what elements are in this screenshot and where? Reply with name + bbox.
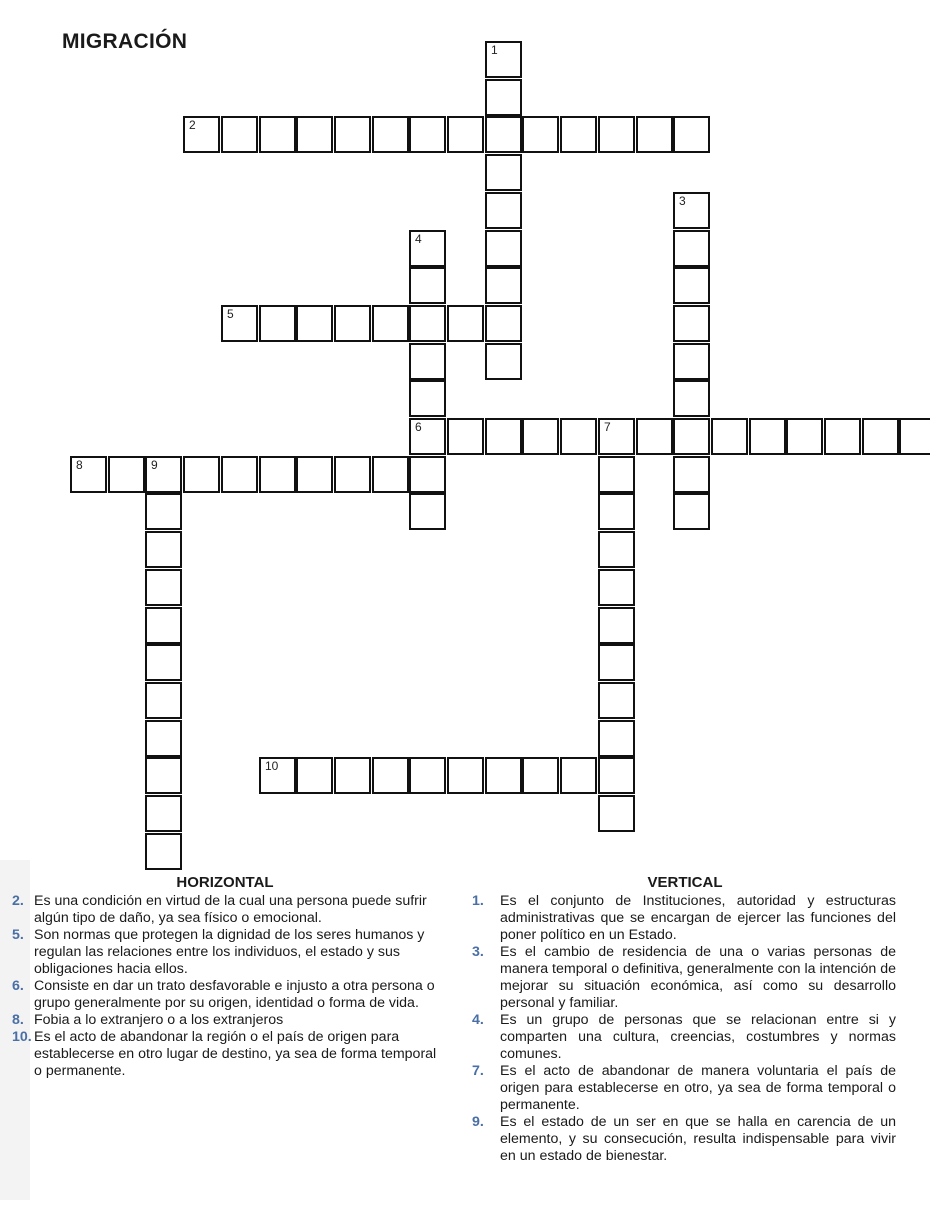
cell-number: 7	[604, 420, 611, 434]
crossword-cell[interactable]	[145, 757, 182, 794]
crossword-cell[interactable]	[259, 116, 296, 153]
crossword-cell[interactable]	[522, 418, 559, 455]
crossword-cell[interactable]	[108, 456, 145, 493]
cell-number: 9	[151, 458, 158, 472]
crossword-cell[interactable]	[409, 493, 446, 530]
cell-number: 6	[415, 420, 422, 434]
crossword-cell[interactable]	[598, 644, 635, 681]
crossword-cell[interactable]	[145, 607, 182, 644]
crossword-cell[interactable]	[485, 757, 522, 794]
vertical-clue	[466, 1063, 896, 1114]
clue-text: Es el acto de abandonar la región o el país de origen para establecerse en otro lugar de destino, ya sea de forma temporal o permanente.	[34, 1029, 437, 1079]
crossword-cell[interactable]	[673, 380, 710, 417]
crossword-cell[interactable]	[70, 456, 107, 493]
crossword-cell[interactable]	[221, 456, 258, 493]
crossword-cell[interactable]	[522, 116, 559, 153]
crossword-cell[interactable]	[183, 116, 220, 153]
vertical-clues	[466, 893, 896, 1165]
crossword-cell[interactable]	[485, 418, 522, 455]
crossword-cell[interactable]	[145, 720, 182, 757]
crossword-cell[interactable]	[673, 493, 710, 530]
crossword-cell[interactable]	[296, 757, 333, 794]
crossword-cell[interactable]	[598, 569, 635, 606]
crossword-cell[interactable]	[296, 456, 333, 493]
crossword-cell[interactable]	[673, 418, 710, 455]
crossword-cell[interactable]	[447, 757, 484, 794]
cell-number: 3	[679, 194, 686, 208]
crossword-cell[interactable]	[145, 644, 182, 681]
horizontal-clue	[0, 978, 438, 1012]
crossword-cell[interactable]	[447, 305, 484, 342]
vertical-clue	[466, 944, 896, 1012]
horizontal-clue	[0, 1029, 438, 1080]
cell-number: 10	[265, 759, 279, 773]
cell-number: 8	[76, 458, 83, 472]
crossword-cell[interactable]	[485, 192, 522, 229]
horizontal-clue	[0, 1012, 438, 1029]
crossword-cell[interactable]	[485, 343, 522, 380]
crossword-cell[interactable]	[409, 456, 446, 493]
crossword-cell[interactable]	[334, 757, 371, 794]
clue-number: 8.	[12, 1012, 24, 1028]
crossword-cell[interactable]	[145, 531, 182, 568]
crossword-cell[interactable]	[598, 607, 635, 644]
crossword-cell[interactable]	[145, 682, 182, 719]
cell-number: 4	[415, 232, 422, 246]
crossword-cell[interactable]	[485, 41, 522, 78]
clue-text: Son normas que protegen la dignidad de los seres humanos y regulan las relaciones entre los individuos, el estado y sus obligaciones hacia ellos.	[34, 927, 425, 977]
crossword-cell[interactable]	[560, 116, 597, 153]
crossword-cell[interactable]	[409, 418, 446, 455]
clue-number: 6.	[12, 978, 24, 994]
clue-number: 2.	[12, 893, 24, 909]
crossword-cell[interactable]	[409, 343, 446, 380]
crossword-cell[interactable]	[145, 795, 182, 832]
crossword-cell[interactable]	[673, 230, 710, 267]
vertical-clue	[466, 1012, 896, 1063]
crossword-cell[interactable]	[485, 154, 522, 191]
crossword-cell[interactable]	[334, 116, 371, 153]
crossword-cell[interactable]	[899, 418, 930, 455]
cell-number: 2	[189, 118, 196, 132]
clue-number: 9.	[472, 1114, 484, 1130]
crossword-cell[interactable]	[598, 682, 635, 719]
crossword-cell[interactable]	[334, 456, 371, 493]
crossword-cell[interactable]	[673, 267, 710, 304]
crossword-cell[interactable]	[673, 116, 710, 153]
crossword-cell[interactable]	[598, 795, 635, 832]
crossword-cell[interactable]	[447, 116, 484, 153]
crossword-cell[interactable]	[485, 116, 522, 153]
crossword-cell[interactable]	[372, 456, 409, 493]
clue-text: Es un grupo de personas que se relacionan entre si y comparten una cultura, creencias, costumbres y normas comunes.	[500, 1012, 896, 1062]
crossword-cell[interactable]	[296, 116, 333, 153]
crossword-cell[interactable]	[485, 267, 522, 304]
crossword-cell[interactable]	[673, 343, 710, 380]
horizontal-heading: HORIZONTAL	[176, 874, 274, 891]
crossword-cell[interactable]	[183, 456, 220, 493]
crossword-cell[interactable]	[560, 757, 597, 794]
crossword-cell[interactable]	[259, 757, 296, 794]
crossword-cell[interactable]	[259, 456, 296, 493]
crossword-cell[interactable]	[598, 418, 635, 455]
clue-number: 1.	[472, 893, 484, 909]
crossword-cell[interactable]	[409, 116, 446, 153]
clue-text: Es el acto de abandonar de manera voluntaria el país de origen para establecerse en otro, ya sea de forma temporal o permanente.	[500, 1063, 896, 1113]
clue-number: 7.	[472, 1063, 484, 1079]
cell-number: 1	[491, 43, 498, 57]
clue-text: Es una condición en virtud de la cual una persona puede sufrir algún tipo de daño, ya sea físico o emocional.	[34, 893, 427, 926]
crossword-cell[interactable]	[673, 456, 710, 493]
crossword-cell[interactable]	[145, 456, 182, 493]
clue-number: 4.	[472, 1012, 484, 1028]
crossword-cell[interactable]	[598, 720, 635, 757]
clue-number: 5.	[12, 927, 24, 943]
crossword-cell[interactable]	[145, 833, 182, 870]
clue-text: Es el cambio de residencia de una o varias personas de manera temporal o definitiva, generalmente con la intención de mejorar su situación económica, así como su desarrollo personal y familiar.	[500, 944, 896, 1011]
crossword-cell[interactable]	[485, 305, 522, 342]
crossword-cell[interactable]	[409, 267, 446, 304]
crossword-cell[interactable]	[372, 116, 409, 153]
crossword-cell[interactable]	[296, 305, 333, 342]
page-title: MIGRACIÓN	[62, 30, 188, 53]
clue-text: Es el estado de un ser en que se halla en carencia de un elemento, y su consecución, resulta indispensable para vivir en un estado de bienestar.	[500, 1114, 896, 1164]
crossword-cell[interactable]	[636, 418, 673, 455]
crossword-cell[interactable]	[522, 757, 559, 794]
crossword-cell[interactable]	[145, 493, 182, 530]
clue-number: 10.	[12, 1029, 32, 1045]
crossword-cell[interactable]	[598, 456, 635, 493]
crossword-cell[interactable]	[259, 305, 296, 342]
crossword-cell[interactable]	[598, 757, 635, 794]
crossword-cell[interactable]	[485, 79, 522, 116]
clue-number: 3.	[472, 944, 484, 960]
crossword-cell[interactable]	[409, 757, 446, 794]
vertical-heading: VERTICAL	[647, 874, 723, 891]
crossword-cell[interactable]	[409, 305, 446, 342]
crossword-cell[interactable]	[673, 192, 710, 229]
crossword-cell[interactable]	[221, 305, 258, 342]
crossword-cell[interactable]	[786, 418, 823, 455]
crossword-cell[interactable]	[711, 418, 748, 455]
clue-text: Es el conjunto de Instituciones, autoridad y estructuras administrativas que se encargan de ejercer las funciones del poner político en un Estado.	[500, 893, 896, 943]
crossword-cell[interactable]	[862, 418, 899, 455]
clue-text: Fobia a lo extranjero o a los extranjeros	[34, 1012, 284, 1028]
crossword-cell[interactable]	[334, 305, 371, 342]
horizontal-clues	[0, 893, 438, 1080]
cell-number: 5	[227, 307, 234, 321]
crossword-cell[interactable]	[598, 116, 635, 153]
vertical-clue	[466, 1114, 896, 1165]
crossword-cell[interactable]	[560, 418, 597, 455]
crossword-cell[interactable]	[145, 569, 182, 606]
crossword-cell[interactable]	[447, 418, 484, 455]
crossword-cell[interactable]	[749, 418, 786, 455]
clue-text: Consiste en dar un trato desfavorable e injusto a otra persona o grupo generalmente por su origen, identidad o forma de vida.	[34, 978, 435, 1011]
crossword-cell[interactable]	[485, 230, 522, 267]
horizontal-clue	[0, 927, 438, 978]
crossword-cell[interactable]	[409, 230, 446, 267]
crossword-cell[interactable]	[636, 116, 673, 153]
crossword-cell[interactable]	[372, 757, 409, 794]
horizontal-clue	[0, 893, 438, 927]
crossword-cell[interactable]	[598, 493, 635, 530]
vertical-clue	[466, 893, 896, 944]
crossword-cell[interactable]	[673, 305, 710, 342]
crossword-cell[interactable]	[409, 380, 446, 417]
crossword-cell[interactable]	[824, 418, 861, 455]
crossword-cell[interactable]	[221, 116, 258, 153]
crossword-cell[interactable]	[372, 305, 409, 342]
crossword-cell[interactable]	[598, 531, 635, 568]
